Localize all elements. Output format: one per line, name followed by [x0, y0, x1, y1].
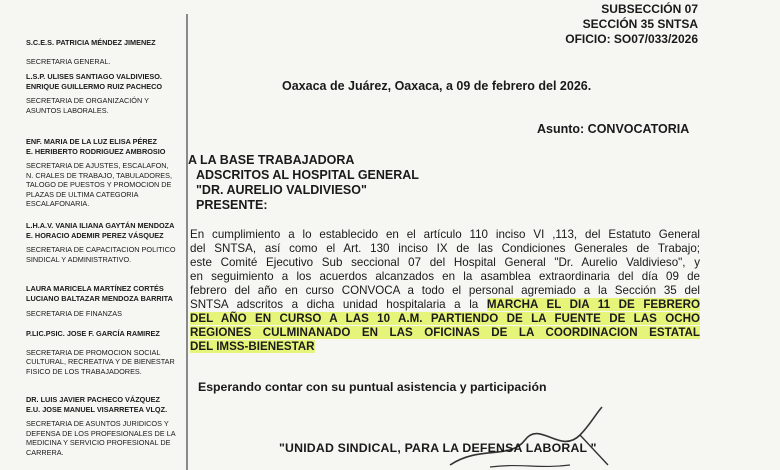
column-divider: [186, 14, 188, 470]
highlighted-text: DEL AÑO EN CURSO A LAS 10 A.M. PARTIENDO DE LA FUENTE DE LAS OCHO: [190, 312, 700, 325]
entry-role: DEFENSA DE LOS PROFESIONALES DE LA: [26, 428, 176, 438]
entry-names: L.S.P. ULISES SANTIAGO VALDIVIESO.: [26, 72, 162, 81]
addressee-line-1: A LA BASE TRABAJADORA: [188, 153, 355, 167]
entry-role: SECRETARIA DE FINANZAS: [26, 309, 122, 318]
entry-names: S.C.E.S. PATRICIA MÉNDEZ JIMENEZ: [26, 38, 156, 47]
office-header: [565, 2, 698, 47]
entry-names: LUCIANO BALTAZAR MENDOZA BARRITA: [26, 293, 173, 303]
sidebar-entry-3: [26, 137, 186, 209]
entry-names: E. HORACIO ADEMIR PEREZ VÁSQUEZ: [26, 230, 164, 240]
sidebar-entry-6: [26, 329, 186, 376]
entry-role: CULTURAL, RECREATIVA Y DE BIENESTAR: [26, 357, 175, 366]
addressee-line-4: PRESENTE:: [196, 198, 268, 212]
body-line-6-text: SNTSA adscritos a dicha unidad hospitalaria a la: [190, 298, 487, 311]
entry-names: E.U. JOSE MANUEL VISARRETEA VLQZ.: [26, 404, 168, 414]
closing-line: Esperando contar con su puntual asistencia y participación: [198, 380, 547, 394]
sidebar-entry-2: [26, 72, 186, 115]
place-date: Oaxaca de Juárez, Oaxaca, a 09 de febrero del 2026.: [282, 79, 592, 93]
body-line: [190, 340, 700, 354]
addressee-block: [188, 153, 419, 213]
entry-names: L.H.A.V. VANIA ILIANA GAYTÁN MENDOZA: [26, 221, 175, 230]
office-number: OFICIO: SO07/033/2026: [565, 32, 698, 46]
body-line-6: [190, 298, 700, 312]
entry-role: FISICO DE LOS TRABAJADORES.: [26, 366, 142, 376]
subsection-label: SUBSECCIÓN 07: [601, 2, 698, 16]
entry-role: SINDICAL Y ADMINISTRATIVO.: [26, 254, 132, 264]
body-line: febrero del año en curso CONVOCA a todo el personal agremiado a la Sección 35 del: [190, 284, 700, 297]
body-line: En cumplimiento a lo establecido en el artículo 110 inciso VI ,113, del Estatuto General: [190, 228, 700, 241]
body-line: en seguimiento a los acuerdos alcanzados en la asamblea extraordinaria del día 09 de: [190, 270, 700, 283]
highlighted-march-date: MARCHA EL DIA 11 DE FEBRERO: [486, 298, 700, 311]
entry-names: LAURA MARICELA MARTÍNEZ CORTÉS: [26, 284, 164, 293]
entry-names: DR. LUIS JAVIER PACHECO VÁZQUEZ: [26, 395, 160, 404]
body-line: este Comité Ejecutivo Sub seccional 07 del Hospital General "Dr. Aurelio Valdivieso", y: [190, 256, 700, 269]
body-line: [190, 326, 700, 340]
entry-role: MEDICINA Y SERVICIO PROFESIONAL DE: [26, 438, 171, 447]
signature-scribble: [430, 405, 630, 470]
entry-names: ENF. MARIA DE LA LUZ ELISA PÉREZ: [26, 137, 157, 146]
entry-role: SECRETARIA DE ORGANIZACIÓN Y: [26, 96, 149, 105]
entry-role: SECRETARIA DE CAPACITACION POLITICO: [26, 245, 176, 254]
body-paragraph: [190, 228, 700, 354]
entry-role: SECRETARIA DE PROMOCION SOCIAL: [26, 347, 161, 357]
body-line: [190, 312, 700, 326]
entry-role: TALOGO DE PUESTOS Y PROMOCION DE: [26, 180, 172, 189]
entry-names: P.LIC.PSIC. JOSE F. GARCÍA RAMIREZ: [26, 329, 160, 338]
section-label: SECCIÓN 35 SNTSA: [582, 17, 698, 31]
entry-role: ESCALAFONARIA.: [26, 199, 90, 208]
addressee-line-3: "DR. AURELIO VALDIVIESO": [196, 183, 367, 197]
entry-names: E. HERIBERTO RODRIGUEZ AMBROSIO: [26, 146, 166, 156]
sidebar-entry-7: [26, 395, 186, 457]
entry-role: CARRERA.: [26, 447, 64, 457]
sidebar-entry-5: [26, 284, 186, 319]
subject-line: Asunto: CONVOCATORIA: [537, 122, 690, 136]
body-line: del SNTSA, así como el Art. 130 inciso IX de las Condiciones Generales de Trabajo;: [190, 242, 700, 255]
entry-role: SECRETARIA DE ASUNTOS JURIDICOS Y: [26, 419, 169, 428]
sidebar-entry-1: [26, 38, 186, 66]
union-motto: "UNIDAD SINDICAL, PARA LA DEFENSA LABORAL ": [279, 441, 597, 455]
entry-role: N. CRALES DE TRABAJO, TABULADORES,: [26, 170, 172, 180]
entry-role: SECRETARIA GENERAL.: [26, 56, 111, 66]
entry-role: SECRETARIA DE AJUSTES, ESCALAFON,: [26, 161, 169, 170]
addressee-line-2: ADSCRITOS AL HOSPITAL GENERAL: [196, 168, 419, 182]
committee-sidebar: [0, 0, 186, 470]
entry-role: PLAZAS DE ULTIMA CATEGORIA: [26, 189, 139, 199]
highlighted-text: DEL IMSS-BIENESTAR: [190, 340, 315, 353]
sidebar-entry-4: [26, 221, 186, 264]
highlighted-text: REGIONES CULMINANADO EN LAS OFICINAS DE LA COORDINACION ESTATAL: [190, 326, 700, 339]
entry-role: ASUNTOS LABORALES.: [26, 105, 109, 115]
entry-names: ENRIQUE GUILLERMO RUIZ PACHECO: [26, 81, 163, 91]
